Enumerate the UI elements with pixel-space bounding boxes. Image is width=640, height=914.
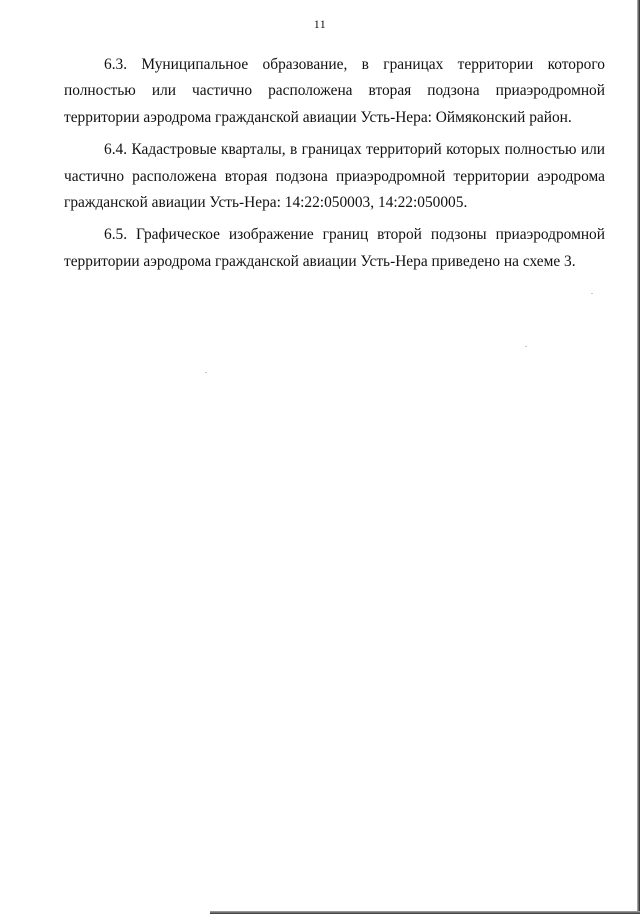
scan-speck: [525, 346, 527, 347]
paragraph-6-3: 6.3. Муниципальное образование, в границах территории которого полностью или частично расположена вторая подзона приаэродромной территории аэродрома гражданской авиации Усть-Нера: Оймяконский район.: [64, 56, 605, 126]
document-body: [64, 52, 605, 281]
page-number: 11: [313, 17, 327, 31]
scan-speck: [205, 372, 207, 373]
paragraph-6-4: 6.4. Кадастровые кварталы, в границах территорий которых полностью или частично расположена вторая подзона приаэродромной территории аэродрома гражданской авиации Усть-Нера: 14:22:050003, 14:22:050005.: [64, 141, 605, 212]
scan-speck: [591, 293, 593, 294]
paragraph-6-5: 6.5. Графическое изображение границ второй подзоны приаэродромной территории аэродрома гражданской авиации Усть-Нера приведено на схеме 3.: [64, 226, 605, 270]
